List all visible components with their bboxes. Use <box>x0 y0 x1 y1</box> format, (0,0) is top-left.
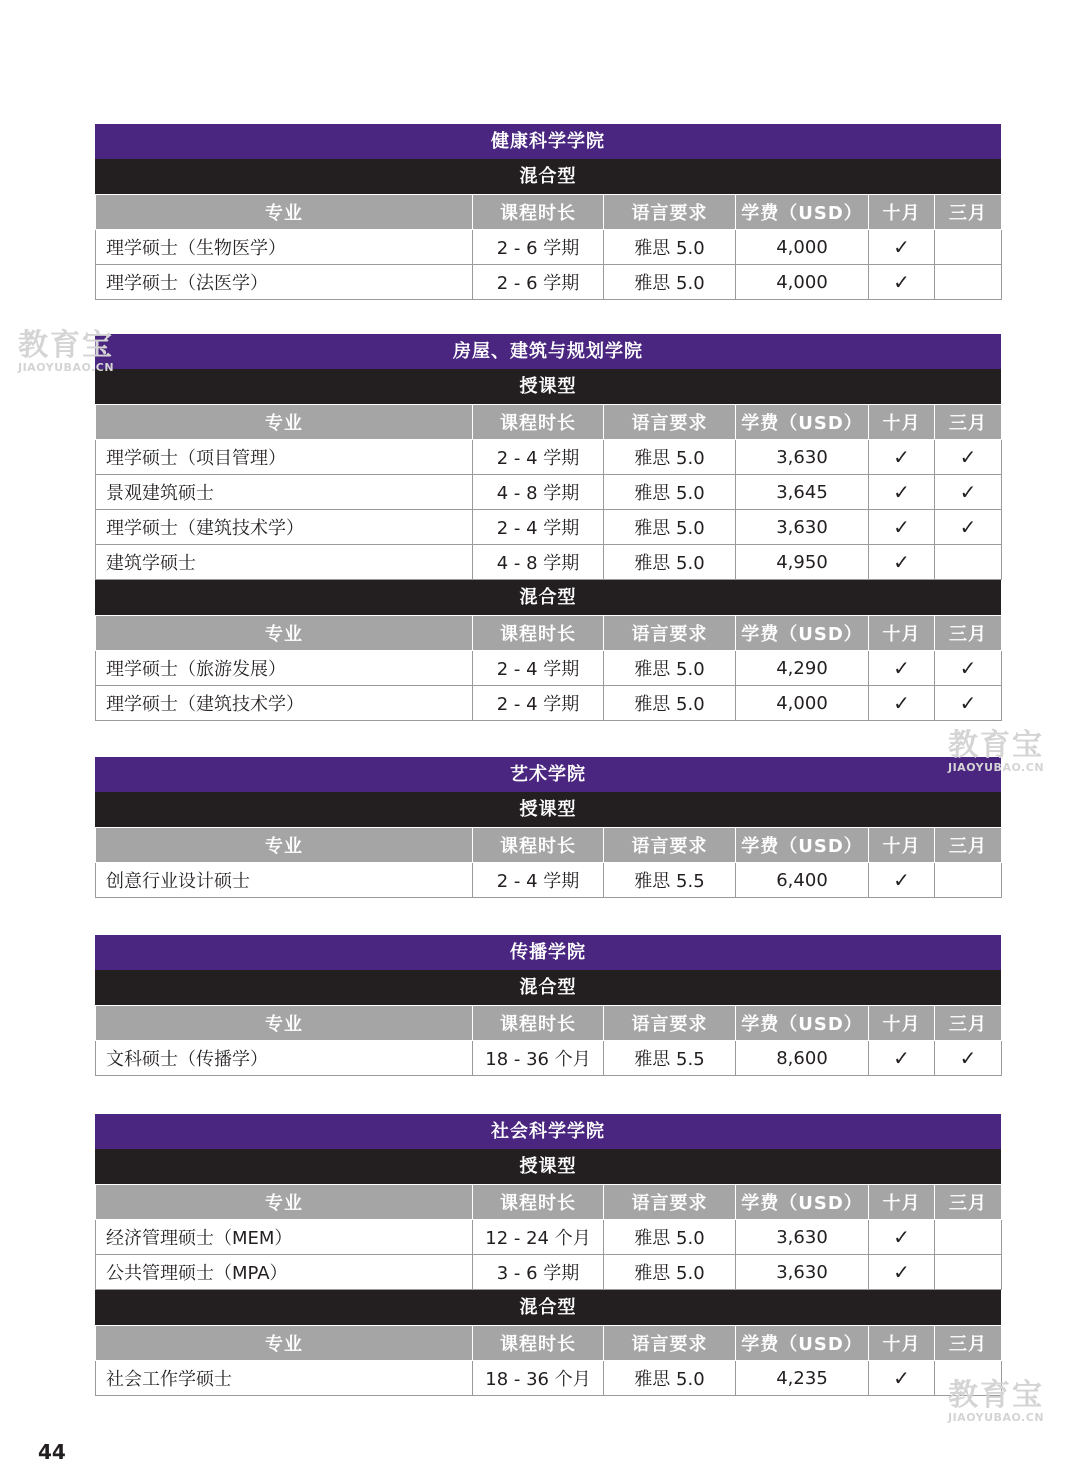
program-type-header: 混合型 <box>95 1290 1001 1325</box>
language-requirement: 雅思 5.0 <box>604 1255 736 1290</box>
column-header: 学费（USD） <box>736 1185 869 1220</box>
october-intake-check: ✓ <box>869 863 935 898</box>
october-intake-check: ✓ <box>869 1255 935 1290</box>
march-intake-check <box>935 1220 1002 1255</box>
table-row <box>96 545 1002 580</box>
program-table <box>95 1325 1002 1396</box>
march-intake-check <box>935 863 1002 898</box>
language-requirement: 雅思 5.5 <box>604 863 736 898</box>
tuition-fee: 6,400 <box>736 863 869 898</box>
column-header: 专业 <box>96 405 473 440</box>
column-header: 学费（USD） <box>736 1326 869 1361</box>
table-row <box>96 1361 1002 1396</box>
march-intake-check: ✓ <box>935 510 1002 545</box>
table-row <box>96 1041 1002 1076</box>
october-intake-check: ✓ <box>869 510 935 545</box>
program-name: 创意行业设计硕士 <box>96 863 473 898</box>
october-intake-check: ✓ <box>869 440 935 475</box>
column-header: 课程时长 <box>473 405 604 440</box>
column-header: 三月 <box>935 405 1002 440</box>
table-header-row <box>96 616 1002 651</box>
faculty-section <box>95 1114 1001 1396</box>
october-intake-check: ✓ <box>869 1361 935 1396</box>
program-name: 理学硕士（建筑技术学） <box>96 510 473 545</box>
faculty-section <box>95 124 1001 300</box>
watermark-logo: 教育宝 JIAOYUBAO.CN <box>18 328 115 374</box>
column-header: 十月 <box>869 195 935 230</box>
column-header: 学费（USD） <box>736 195 869 230</box>
column-header: 学费（USD） <box>736 1006 869 1041</box>
language-requirement: 雅思 5.0 <box>604 510 736 545</box>
october-intake-check: ✓ <box>869 651 935 686</box>
column-header: 学费（USD） <box>736 616 869 651</box>
tuition-fee: 3,645 <box>736 475 869 510</box>
program-name: 建筑学硕士 <box>96 545 473 580</box>
program-duration: 2 - 4 学期 <box>473 863 604 898</box>
column-header: 三月 <box>935 195 1002 230</box>
faculty-title: 房屋、建筑与规划学院 <box>95 334 1001 369</box>
tuition-fee: 4,000 <box>736 686 869 721</box>
column-header: 十月 <box>869 616 935 651</box>
column-header: 学费（USD） <box>736 828 869 863</box>
program-name: 理学硕士（法医学） <box>96 265 473 300</box>
column-header: 专业 <box>96 828 473 863</box>
column-header: 课程时长 <box>473 195 604 230</box>
column-header: 语言要求 <box>604 1326 736 1361</box>
table-row <box>96 1255 1002 1290</box>
faculty-title: 传播学院 <box>95 935 1001 970</box>
table-header-row <box>96 405 1002 440</box>
table-header-row <box>96 828 1002 863</box>
table-row <box>96 863 1002 898</box>
program-table <box>95 194 1002 300</box>
program-type-header: 混合型 <box>95 580 1001 615</box>
program-table <box>95 1184 1002 1290</box>
program-duration: 18 - 36 个月 <box>473 1361 604 1396</box>
october-intake-check: ✓ <box>869 545 935 580</box>
program-duration: 2 - 4 学期 <box>473 440 604 475</box>
column-header: 三月 <box>935 1185 1002 1220</box>
language-requirement: 雅思 5.0 <box>604 545 736 580</box>
program-duration: 3 - 6 学期 <box>473 1255 604 1290</box>
faculty-title: 社会科学学院 <box>95 1114 1001 1149</box>
program-name: 理学硕士（建筑技术学） <box>96 686 473 721</box>
faculty-title: 艺术学院 <box>95 757 1001 792</box>
table-header-row <box>96 1006 1002 1041</box>
program-name: 社会工作学硕士 <box>96 1361 473 1396</box>
language-requirement: 雅思 5.0 <box>604 440 736 475</box>
march-intake-check: ✓ <box>935 440 1002 475</box>
program-name: 景观建筑硕士 <box>96 475 473 510</box>
program-name: 经济管理硕士（MEM） <box>96 1220 473 1255</box>
october-intake-check: ✓ <box>869 230 935 265</box>
column-header: 专业 <box>96 1326 473 1361</box>
program-duration: 4 - 8 学期 <box>473 475 604 510</box>
table-row <box>96 686 1002 721</box>
column-header: 课程时长 <box>473 828 604 863</box>
program-name: 理学硕士（旅游发展） <box>96 651 473 686</box>
program-type-header: 授课型 <box>95 1149 1001 1184</box>
tuition-fee: 3,630 <box>736 510 869 545</box>
tuition-fee: 4,290 <box>736 651 869 686</box>
column-header: 十月 <box>869 405 935 440</box>
march-intake-check <box>935 230 1002 265</box>
program-name: 理学硕士（生物医学） <box>96 230 473 265</box>
column-header: 十月 <box>869 1326 935 1361</box>
program-type-header: 授课型 <box>95 369 1001 404</box>
language-requirement: 雅思 5.0 <box>604 1361 736 1396</box>
column-header: 语言要求 <box>604 616 736 651</box>
march-intake-check: ✓ <box>935 686 1002 721</box>
column-header: 专业 <box>96 616 473 651</box>
column-header: 专业 <box>96 195 473 230</box>
language-requirement: 雅思 5.5 <box>604 1041 736 1076</box>
program-table <box>95 404 1002 580</box>
column-header: 课程时长 <box>473 1185 604 1220</box>
column-header: 课程时长 <box>473 1326 604 1361</box>
column-header: 三月 <box>935 1006 1002 1041</box>
program-duration: 2 - 4 学期 <box>473 510 604 545</box>
program-table <box>95 1005 1002 1076</box>
march-intake-check: ✓ <box>935 1041 1002 1076</box>
program-duration: 2 - 6 学期 <box>473 230 604 265</box>
watermark-logo: 教育宝 JIAOYUBAO.CN <box>948 728 1045 774</box>
column-header: 专业 <box>96 1185 473 1220</box>
column-header: 三月 <box>935 828 1002 863</box>
program-duration: 2 - 6 学期 <box>473 265 604 300</box>
faculty-title: 健康科学学院 <box>95 124 1001 159</box>
tuition-fee: 3,630 <box>736 1255 869 1290</box>
faculty-section <box>95 935 1001 1076</box>
tuition-fee: 8,600 <box>736 1041 869 1076</box>
tuition-fee: 4,000 <box>736 265 869 300</box>
march-intake-check: ✓ <box>935 651 1002 686</box>
column-header: 语言要求 <box>604 195 736 230</box>
october-intake-check: ✓ <box>869 1220 935 1255</box>
table-row <box>96 440 1002 475</box>
program-duration: 4 - 8 学期 <box>473 545 604 580</box>
column-header: 十月 <box>869 828 935 863</box>
column-header: 专业 <box>96 1006 473 1041</box>
language-requirement: 雅思 5.0 <box>604 1220 736 1255</box>
column-header: 语言要求 <box>604 1185 736 1220</box>
column-header: 课程时长 <box>473 616 604 651</box>
language-requirement: 雅思 5.0 <box>604 651 736 686</box>
language-requirement: 雅思 5.0 <box>604 475 736 510</box>
language-requirement: 雅思 5.0 <box>604 686 736 721</box>
language-requirement: 雅思 5.0 <box>604 265 736 300</box>
program-name: 公共管理硕士（MPA） <box>96 1255 473 1290</box>
column-header: 语言要求 <box>604 1006 736 1041</box>
tuition-fee: 3,630 <box>736 1220 869 1255</box>
tuition-fee: 3,630 <box>736 440 869 475</box>
column-header: 语言要求 <box>604 828 736 863</box>
tuition-fee: 4,950 <box>736 545 869 580</box>
october-intake-check: ✓ <box>869 265 935 300</box>
march-intake-check <box>935 545 1002 580</box>
program-type-header: 授课型 <box>95 792 1001 827</box>
column-header: 十月 <box>869 1185 935 1220</box>
program-duration: 2 - 4 学期 <box>473 651 604 686</box>
table-row <box>96 1220 1002 1255</box>
faculty-section <box>95 757 1001 898</box>
march-intake-check: ✓ <box>935 475 1002 510</box>
page-number: 44 <box>38 1440 66 1464</box>
table-header-row <box>96 195 1002 230</box>
table-row <box>96 230 1002 265</box>
program-table <box>95 827 1002 898</box>
column-header: 十月 <box>869 1006 935 1041</box>
faculty-section <box>95 334 1001 721</box>
october-intake-check: ✓ <box>869 686 935 721</box>
program-name: 理学硕士（项目管理） <box>96 440 473 475</box>
tuition-fee: 4,235 <box>736 1361 869 1396</box>
tuition-fee: 4,000 <box>736 230 869 265</box>
october-intake-check: ✓ <box>869 475 935 510</box>
column-header: 课程时长 <box>473 1006 604 1041</box>
column-header: 学费（USD） <box>736 405 869 440</box>
march-intake-check <box>935 1255 1002 1290</box>
column-header: 语言要求 <box>604 405 736 440</box>
program-type-header: 混合型 <box>95 970 1001 1005</box>
column-header: 三月 <box>935 1326 1002 1361</box>
program-duration: 12 - 24 个月 <box>473 1220 604 1255</box>
column-header: 三月 <box>935 616 1002 651</box>
language-requirement: 雅思 5.0 <box>604 230 736 265</box>
program-duration: 18 - 36 个月 <box>473 1041 604 1076</box>
watermark-logo: 教育宝 JIAOYUBAO.CN <box>948 1378 1045 1424</box>
table-header-row <box>96 1326 1002 1361</box>
program-table <box>95 615 1002 721</box>
table-header-row <box>96 1185 1002 1220</box>
table-row <box>96 510 1002 545</box>
program-duration: 2 - 4 学期 <box>473 686 604 721</box>
table-row <box>96 265 1002 300</box>
table-row <box>96 651 1002 686</box>
program-name: 文科硕士（传播学） <box>96 1041 473 1076</box>
program-type-header: 混合型 <box>95 159 1001 194</box>
table-row <box>96 475 1002 510</box>
march-intake-check <box>935 265 1002 300</box>
october-intake-check: ✓ <box>869 1041 935 1076</box>
